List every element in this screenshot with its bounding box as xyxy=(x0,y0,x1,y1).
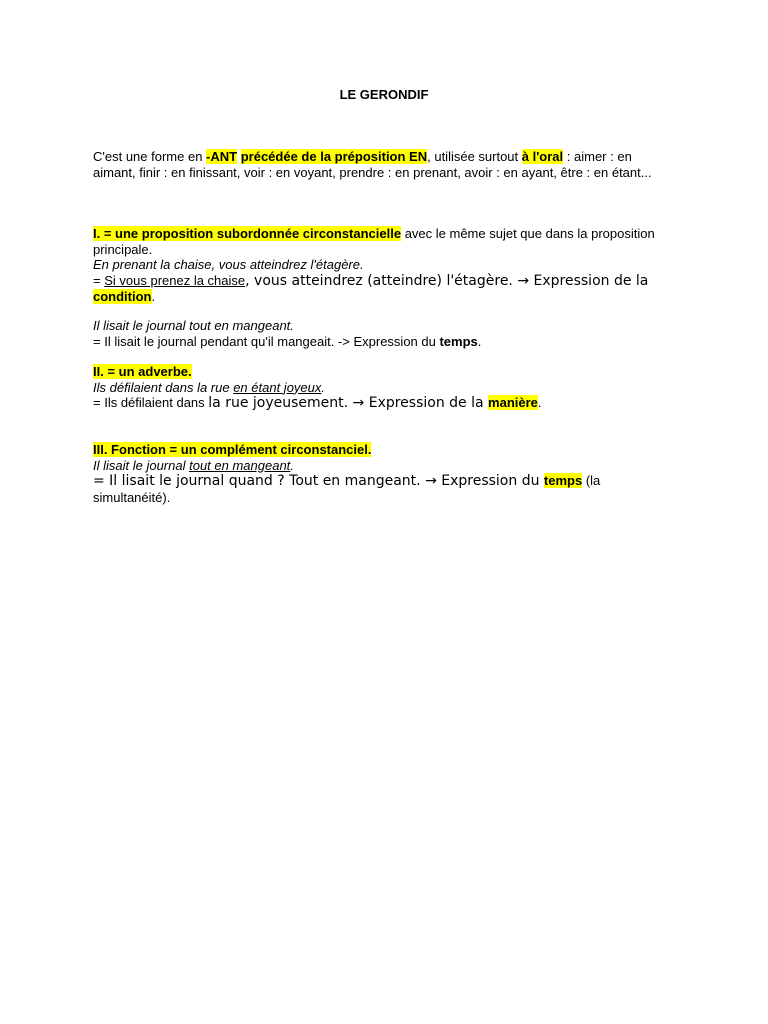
section-2-underlined: en étant joyeux xyxy=(233,379,322,395)
section-2-equivalence: = Ils défilaient dans la rue joyeusement. → Expression de la manière. xyxy=(93,395,542,411)
document-title: LE GERONDIF xyxy=(339,87,429,102)
section-2-keyword-maniere: manière xyxy=(488,395,538,410)
section-1-keyword-temps: temps xyxy=(439,333,478,349)
section-2-heading: II. = un adverbe. xyxy=(93,364,192,379)
section-1-heading: I. = une proposition subordonnée circonstancielle xyxy=(93,226,402,241)
section-1-equivalence-2: = Il lisait le journal pendant qu'il mangeait. -> Expression du temps. xyxy=(93,333,482,349)
section-3-heading: III. Fonction = un complément circonstanciel. xyxy=(93,442,372,457)
section-1-underlined-clause: Si vous prenez la chaise xyxy=(104,272,246,288)
section-1-heading-line: I. = une proposition subordonnée circonstancielle avec le même sujet que dans la proposition principale. xyxy=(93,226,655,257)
intro-highlight-oral: à l'oral xyxy=(521,149,564,164)
section-1-example: En prenant la chaise, vous atteindrez l'étagère. xyxy=(93,257,364,272)
intro-highlight-preposition: précédée de la préposition EN xyxy=(240,149,428,164)
section-3-equivalence: = Il lisait le journal quand ? Tout en mangeant. → Expression du temps (la simultanéité). xyxy=(93,473,601,505)
section-3 xyxy=(93,442,673,505)
section-1-keyword-condition: condition xyxy=(93,289,152,304)
section-1-equivalence: = Si vous prenez la chaise, vous atteindrez (atteindre) l'étagère. → Expression de la condition. xyxy=(93,272,649,304)
section-1-example-2 xyxy=(93,318,673,349)
intro-text-examples: : aimer : en aimant, finir : en finissant, voir : en voyant, prendre : en prenant, avoir : en ayant, être : en étant... xyxy=(93,149,652,180)
intro-highlight-ant: -ANT xyxy=(206,149,238,164)
section-3-underlined: tout en mangeant xyxy=(189,457,291,473)
section-2 xyxy=(93,364,673,412)
section-3-keyword-temps: temps xyxy=(543,473,583,488)
section-1-example-2-text: Il lisait le journal tout en mangeant. xyxy=(93,318,294,333)
intro-text-1: C'est une forme en xyxy=(93,149,207,164)
section-3-example: Il lisait le journal tout en mangeant. xyxy=(93,457,294,473)
section-1 xyxy=(93,226,673,305)
intro-paragraph: C'est une forme en -ANT précédée de la préposition EN, utilisée surtout à l'oral : aimer : en aimant, finir : en finissant, voir : en voyant, prendre : en prenant, avoir : en ayant, être : en étant... xyxy=(93,149,652,180)
section-2-example: Ils défilaient dans la rue en étant joyeux. xyxy=(93,379,326,395)
